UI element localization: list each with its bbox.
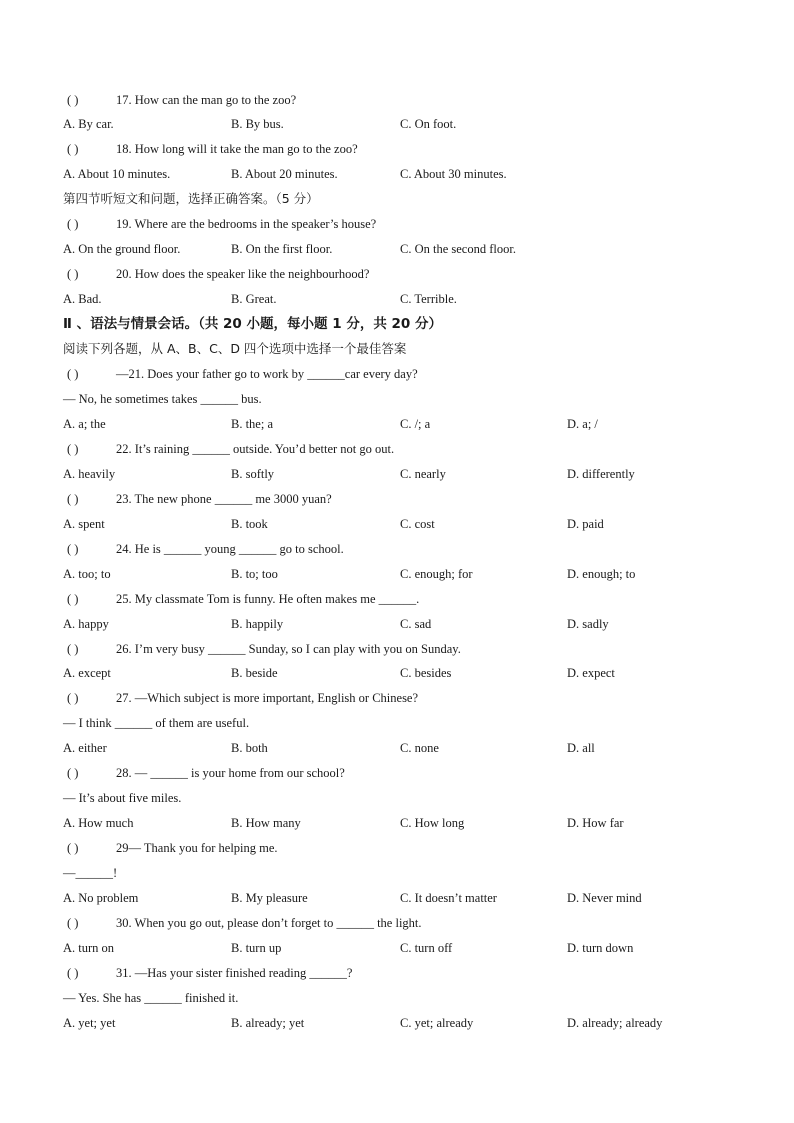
option-d: D. Never mind [567, 891, 642, 905]
option-a: A. spent [63, 517, 105, 531]
option-d: D. all [567, 741, 595, 755]
option-a: A. On the ground floor. [63, 242, 181, 256]
question-19-stem [63, 214, 743, 234]
question-text: 17. How can the man go to the zoo? [116, 93, 297, 107]
option-c: C. Terrible. [400, 292, 457, 306]
question-20-stem [63, 264, 743, 284]
option-a: A. either [63, 741, 107, 755]
option-b: B. How many [231, 816, 301, 830]
question-17-stem [63, 90, 743, 110]
question-26-options [63, 663, 743, 683]
question-29-stem [63, 838, 743, 858]
question-27-options [63, 738, 743, 758]
question-29-response: —______! [63, 866, 118, 880]
question-31-options [63, 1013, 743, 1033]
option-c: C. sad [400, 617, 432, 631]
option-d: D. How far [567, 816, 624, 830]
answer-blank: ( ) [67, 841, 79, 855]
question-text: 19. Where are the bedrooms in the speaker’s house? [116, 217, 377, 231]
option-d: D. sadly [567, 617, 609, 631]
question-22-options [63, 464, 743, 484]
question-text: 23. The new phone ______ me 3000 yuan? [116, 492, 332, 506]
option-a: A. too; to [63, 567, 111, 581]
option-c: C. How long [400, 816, 465, 830]
question-21-options [63, 414, 743, 434]
answer-blank: ( ) [67, 966, 79, 980]
question-text: 25. My classmate Tom is funny. He often makes me ______. [116, 592, 420, 606]
option-c: C. besides [400, 666, 452, 680]
question-text: 27. —Which subject is more important, English or Chinese? [116, 691, 419, 705]
question-23-options [63, 514, 743, 534]
option-d: D. a; / [567, 417, 598, 431]
answer-blank: ( ) [67, 691, 79, 705]
option-d: D. expect [567, 666, 615, 680]
option-a: A. yet; yet [63, 1016, 116, 1030]
option-a: A. No problem [63, 891, 139, 905]
option-b: B. About 20 minutes. [231, 167, 338, 181]
section-4-title: 第四节听短文和问题，选择正确答案。（5 分） [63, 191, 319, 206]
option-d: D. enough; to [567, 567, 636, 581]
question-19-options [63, 239, 743, 259]
question-18-options [63, 164, 743, 184]
option-b: B. By bus. [231, 117, 284, 131]
question-text: 18. How long will it take the man go to the zoo? [116, 142, 358, 156]
answer-blank: ( ) [67, 267, 79, 281]
question-text: 29— Thank you for helping me. [116, 841, 278, 855]
option-a: A. turn on [63, 941, 115, 955]
option-b: B. My pleasure [231, 891, 308, 905]
option-b: B. happily [231, 617, 284, 631]
section-2-instruction: 阅读下列各题，从 A、B、C、D 四个选项中选择一个最佳答案 [63, 341, 407, 356]
question-28-response: — It’s about five miles. [63, 791, 182, 805]
option-a: A. happy [63, 617, 109, 631]
question-21-response: — No, he sometimes takes ______ bus. [63, 392, 262, 406]
answer-blank: ( ) [67, 142, 79, 156]
option-d: D. already; already [567, 1016, 663, 1030]
question-23-stem [63, 489, 743, 509]
option-b: B. softly [231, 467, 275, 481]
answer-blank: ( ) [67, 542, 79, 556]
question-27-response: — I think ______ of them are useful. [63, 716, 250, 730]
question-text: 20. How does the speaker like the neighbourhood? [116, 267, 370, 281]
option-c: C. It doesn’t matter [400, 891, 497, 905]
answer-blank: ( ) [67, 916, 79, 930]
question-text: 22. It’s raining ______ outside. You’d better not go out. [116, 442, 395, 456]
option-b: B. the; a [231, 417, 274, 431]
question-21-stem [63, 364, 743, 384]
option-d: D. differently [567, 467, 635, 481]
option-c: C. none [400, 741, 439, 755]
question-24-stem [63, 539, 743, 559]
option-c: C. On foot. [400, 117, 457, 131]
option-c: C. On the second floor. [400, 242, 516, 256]
question-30-options [63, 938, 743, 958]
question-text: 26. I’m very busy ______ Sunday, so I can play with you on Sunday. [116, 642, 461, 656]
answer-blank: ( ) [67, 766, 79, 780]
answer-blank: ( ) [67, 642, 79, 656]
question-28-options [63, 813, 743, 833]
question-26-stem [63, 639, 743, 659]
question-27-stem [63, 688, 743, 708]
question-text: 31. —Has your sister finished reading ______? [116, 966, 353, 980]
question-18-stem [63, 139, 743, 159]
question-17-options [63, 114, 743, 134]
option-b: B. Great. [231, 292, 277, 306]
option-c: C. nearly [400, 467, 446, 481]
question-text: 24. He is ______ young ______ go to school. [116, 542, 344, 556]
question-text: 28. — ______ is your home from our school? [116, 766, 345, 780]
question-25-stem [63, 589, 743, 609]
question-text: —21. Does your father go to work by ______car every day? [116, 367, 418, 381]
option-b: B. beside [231, 666, 278, 680]
option-c: C. enough; for [400, 567, 473, 581]
question-31-response: — Yes. She has ______ finished it. [63, 991, 239, 1005]
option-d: D. paid [567, 517, 604, 531]
answer-blank: ( ) [67, 592, 79, 606]
question-29-options [63, 888, 743, 908]
answer-blank: ( ) [67, 93, 79, 107]
question-28-stem [63, 763, 743, 783]
option-d: D. turn down [567, 941, 634, 955]
option-a: A. By car. [63, 117, 114, 131]
option-a: A. About 10 minutes. [63, 167, 171, 181]
answer-blank: ( ) [67, 367, 79, 381]
option-a: A. heavily [63, 467, 116, 481]
option-a: A. except [63, 666, 111, 680]
section-2-title: Ⅱ 、语法与情景会话。（共 20 小题，每小题 1 分，共 20 分） [63, 316, 443, 332]
answer-blank: ( ) [67, 442, 79, 456]
option-b: B. to; too [231, 567, 278, 581]
question-text: 30. When you go out, please don’t forget to ______ the light. [116, 916, 422, 930]
question-20-options [63, 289, 743, 309]
option-a: A. a; the [63, 417, 106, 431]
option-b: B. took [231, 517, 268, 531]
question-22-stem [63, 439, 743, 459]
question-30-stem [63, 913, 743, 933]
option-c: C. cost [400, 517, 435, 531]
question-25-options [63, 614, 743, 634]
option-c: C. About 30 minutes. [400, 167, 507, 181]
option-c: C. turn off [400, 941, 453, 955]
question-24-options [63, 564, 743, 584]
option-b: B. already; yet [231, 1016, 305, 1030]
option-c: C. /; a [400, 417, 431, 431]
option-b: B. On the first floor. [231, 242, 333, 256]
answer-blank: ( ) [67, 492, 79, 506]
option-a: A. Bad. [63, 292, 102, 306]
option-b: B. both [231, 741, 268, 755]
answer-blank: ( ) [67, 217, 79, 231]
question-31-stem [63, 963, 743, 983]
option-b: B. turn up [231, 941, 282, 955]
option-a: A. How much [63, 816, 134, 830]
option-c: C. yet; already [400, 1016, 474, 1030]
